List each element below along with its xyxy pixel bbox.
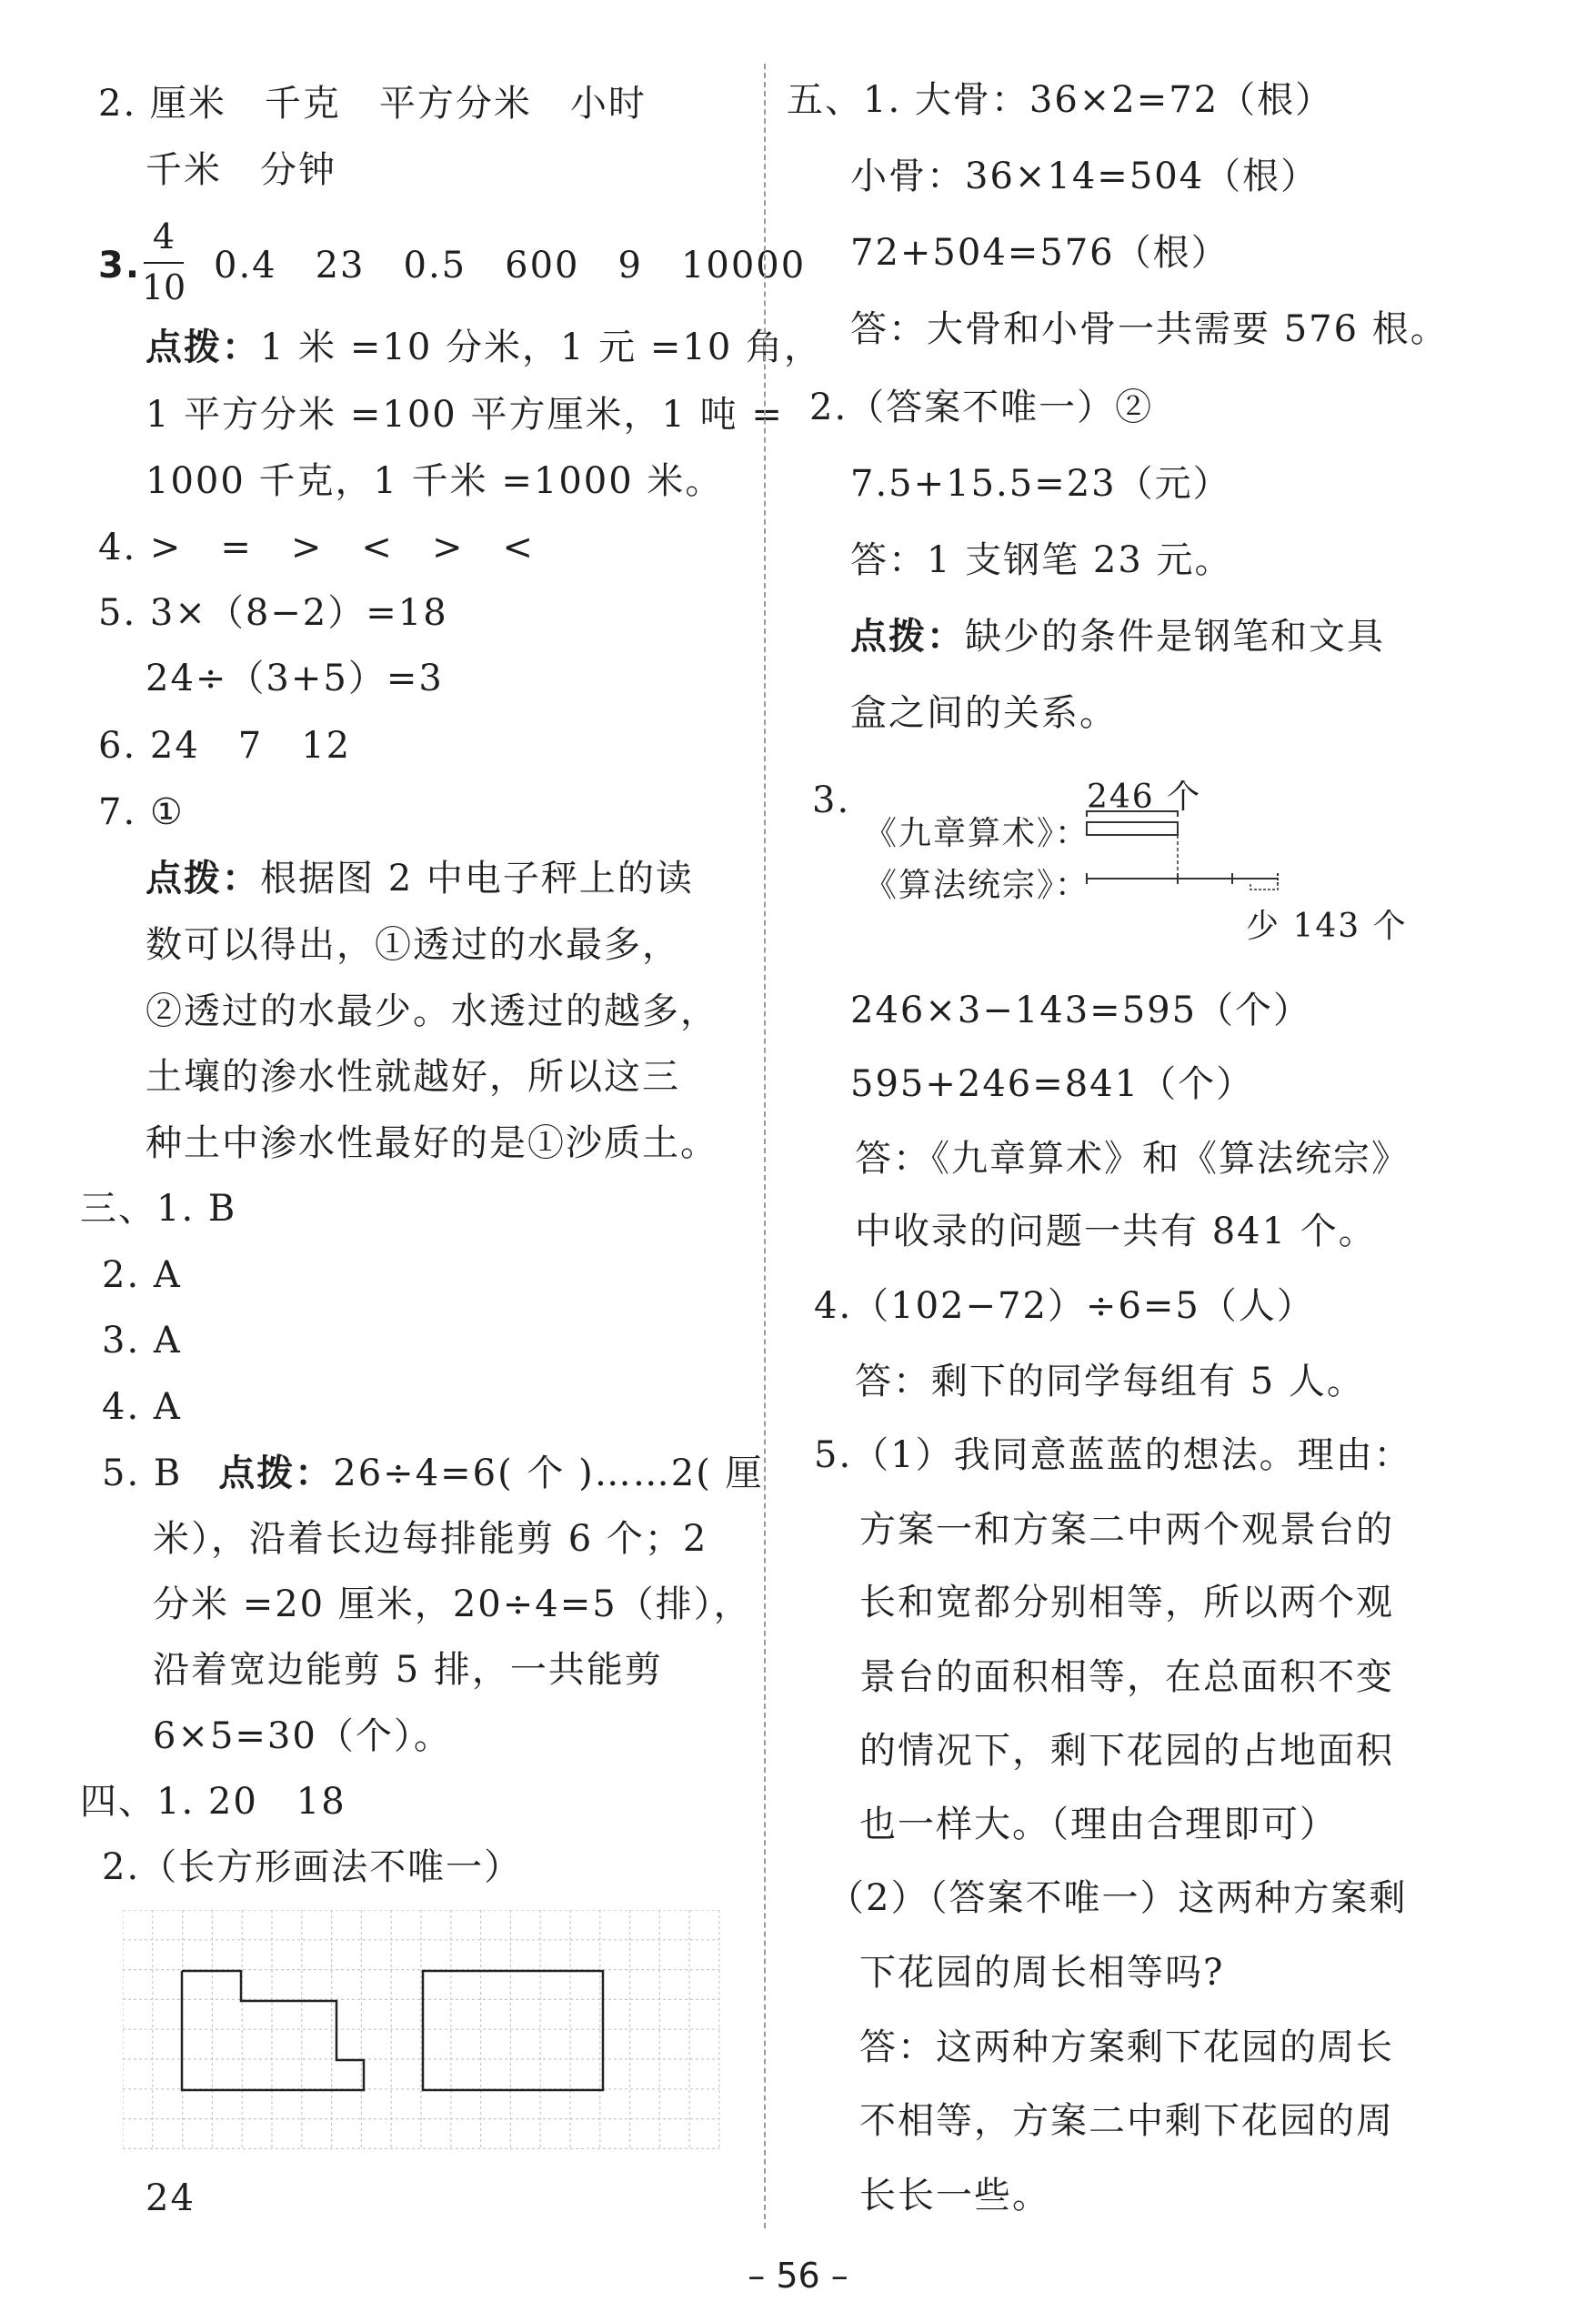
top-brace xyxy=(1087,811,1178,817)
section3-q5-tip-5: 6×5=30（个）。 xyxy=(153,1715,452,1757)
less-brace xyxy=(1250,884,1278,890)
q7-tip-3: ②透过的水最少。水透过的越多， xyxy=(146,990,718,1032)
q7-tip-5: 种土中渗水性最好的是①沙质土。 xyxy=(146,1122,718,1164)
grid-drawing xyxy=(123,1910,728,2151)
section5-q5-line8: 下花园的周长相等吗? xyxy=(859,1952,1225,1994)
section5-q5-line5: 的情况下，剩下花园的占地面积 xyxy=(859,1730,1394,1772)
section5-q1-line1: 五、1. 大骨：36×2=72（根） xyxy=(787,79,1334,121)
section3-q5-tip-4: 沿着宽边能剪 5 排，一共能剪 xyxy=(153,1649,663,1691)
q3-fraction xyxy=(136,216,191,307)
section3-q5-tip-1: 26÷4=6( 个 )……2( 厘 xyxy=(333,1453,764,1494)
section5-q2-line1: 2.（答案不唯一）② xyxy=(809,387,1154,428)
section5-q5-line11: 长长一些。 xyxy=(859,2175,1050,2216)
section5-q1-line3: 72+504=576（根） xyxy=(850,232,1230,274)
section5-q3-line2: 595+246=841（个） xyxy=(850,1063,1255,1105)
section5-q3-line4: 中收录的问题一共有 841 个。 xyxy=(855,1211,1377,1252)
section3-q5-tip-2: 米），沿着长边每排能剪 6 个；2 xyxy=(153,1518,708,1560)
section5-q5-line1: 5.（1）我同意蓝蓝的想法。理由： xyxy=(814,1434,1412,1476)
q6: 6. 24 7 12 xyxy=(98,725,352,767)
section3-q5 xyxy=(102,1452,764,1495)
q3-values: 0.4 23 0.5 600 9 10000 xyxy=(214,245,807,286)
tip-label: 点拨： xyxy=(146,327,260,368)
section5-q5-line2: 方案一和方案二中两个观景台的 xyxy=(859,1509,1394,1551)
q3-label: 3. xyxy=(98,245,142,286)
section4-q2-answer: 24 xyxy=(146,2177,196,2219)
section5-q5-line3: 长和宽都分别相等，所以两个观 xyxy=(859,1582,1394,1623)
column-divider xyxy=(764,64,766,2228)
section5-q5-line6: 也一样大。（理由合理即可） xyxy=(859,1804,1338,1845)
tip-label: 点拨： xyxy=(218,1453,334,1494)
tip-label: 点拨： xyxy=(146,858,260,900)
q3-tip-3: 1000 千克，1 千米 =1000 米。 xyxy=(146,460,724,502)
section3-q1: 三、1. B xyxy=(80,1188,237,1230)
grid-lines xyxy=(123,1910,719,2148)
section5-q2-line2: 7.5+15.5=23（元） xyxy=(850,463,1231,505)
section5-q3-line1: 246×3−143=595（个） xyxy=(850,990,1312,1031)
line-segment-diagram xyxy=(1078,791,1350,900)
section3-q5-tip-3: 分米 =20 厘米，20÷4=5（排）， xyxy=(153,1583,752,1625)
q3-tip-2: 1 平方分米 =100 平方厘米，1 吨 = xyxy=(146,394,784,436)
section5-q2-line3: 答：1 支钢笔 23 元。 xyxy=(850,539,1233,581)
q7-tip-4: 土壤的渗水性就越好，所以这三 xyxy=(146,1056,680,1098)
rectangle-shape xyxy=(423,1971,603,2090)
row1-segment xyxy=(1087,822,1178,835)
irregular-shape xyxy=(182,1971,364,2090)
diagram-top-label: 246 个 xyxy=(1087,779,1202,816)
section3-q4: 4. A xyxy=(102,1386,182,1428)
section5-q1-line4: 答：大骨和小骨一共需要 576 根。 xyxy=(850,308,1449,350)
diagram-row2-label: 《算法统宗》： xyxy=(864,867,1090,904)
section5-q5-line7: （2）（答案不唯一）这两种方案剩 xyxy=(828,1877,1408,1919)
q2-line2: 千米 分钟 xyxy=(146,149,336,191)
section3-q3: 3. A xyxy=(102,1320,182,1362)
q5-line2: 24÷（3+5）=3 xyxy=(146,658,444,699)
q2-line1: 2. 厘米 千克 平方分米 小时 xyxy=(98,83,647,125)
section5-q5-line10: 不相等，方案二中剩下花园的周 xyxy=(859,2100,1394,2142)
diagram-less-label: 少 143 个 xyxy=(1246,908,1408,945)
q3-tip-text-1: 1 米 =10 分米，1 元 =10 角， xyxy=(260,327,823,368)
q5-line1: 5. 3×（8−2）=18 xyxy=(98,592,448,634)
section3-q2: 2. A xyxy=(102,1254,182,1296)
q7-tip-2: 数可以得出，①透过的水最多， xyxy=(146,924,680,966)
section5-q1-line2: 小骨：36×14=504（根） xyxy=(850,156,1320,197)
fraction-bar xyxy=(144,262,184,264)
section5-q4-line1: 4.（102−72）÷6=5（人） xyxy=(814,1285,1315,1327)
q4: 4. > = > < > < xyxy=(98,527,535,568)
section5-q4-line2: 答：剩下的同学每组有 5 人。 xyxy=(855,1361,1365,1402)
q3-fraction-numerator: 4 xyxy=(152,216,176,256)
section5-q5-line9: 答：这两种方案剩下花园的周长 xyxy=(859,2026,1394,2068)
section5-q5-line4: 景台的面积相等，在总面积不变 xyxy=(859,1656,1394,1698)
page-number: – 56 – xyxy=(748,2256,848,2296)
q3-tip-1 xyxy=(146,326,822,369)
diagram-row1-label: 《九章算术》： xyxy=(864,815,1090,852)
q3-fraction-denominator: 10 xyxy=(141,267,186,307)
section5-q3-label: 3. xyxy=(812,779,851,821)
tip-label: 点拨： xyxy=(850,616,965,658)
section5-q3-line3: 答：《九章算术》和《算法统宗》 xyxy=(855,1138,1410,1180)
section4-q1: 四、1. 20 18 xyxy=(80,1781,346,1823)
q7: 7. ① xyxy=(98,791,185,833)
section5-q2-tip-2: 盒之间的关系。 xyxy=(850,692,1118,734)
q7-tip-text-1: 根据图 2 中电子秤上的读 xyxy=(260,858,694,900)
q7-tip-1 xyxy=(146,857,694,900)
section5-q2-tip-1 xyxy=(850,615,1385,658)
section3-q5-answer: 5. B xyxy=(102,1453,183,1494)
section5-q2-tip-text-1: 缺少的条件是钢笔和文具 xyxy=(965,616,1385,658)
section4-q2: 2.（长方形画法不唯一） xyxy=(102,1846,523,1888)
